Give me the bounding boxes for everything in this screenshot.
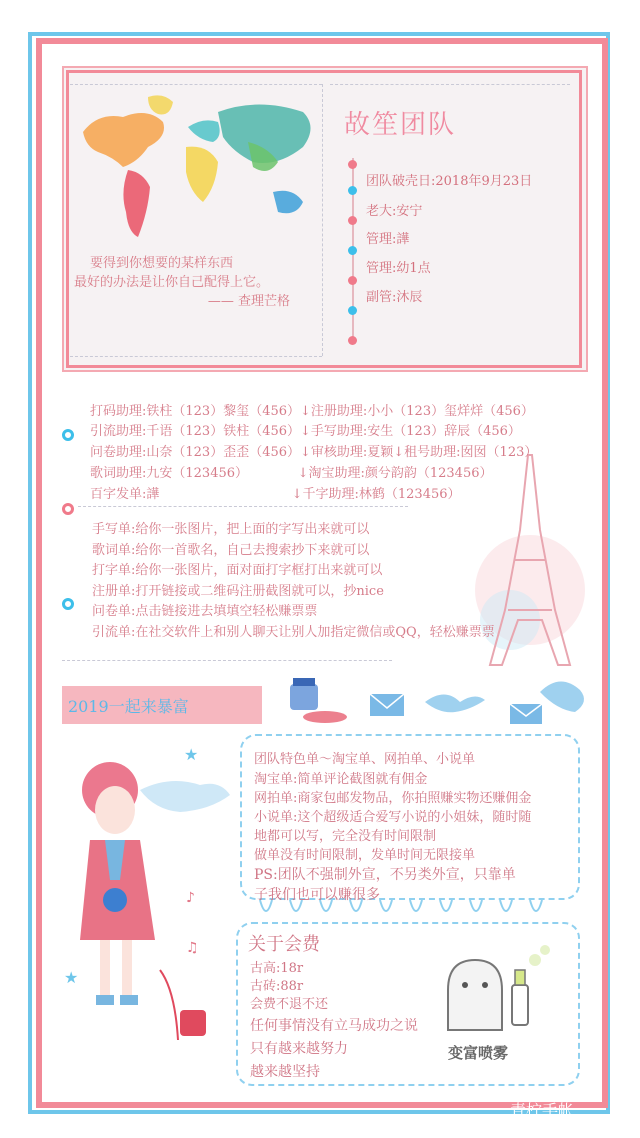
assistant-row: 问卷助理:山奈（123）歪歪（456）↓审核助理:夏颖↓租号助理:囡囡（123） xyxy=(90,445,538,460)
fee-line: 古高:18r xyxy=(250,961,304,976)
timeline-dot xyxy=(348,216,357,225)
star-icon: ★ xyxy=(184,745,199,764)
envelope-icon xyxy=(370,694,404,716)
motto-line: 越来越坚持 xyxy=(250,1064,320,1080)
feature-line: 地都可以写，完全没有时间限制 xyxy=(254,829,437,844)
motto-line: 只有越来越努力 xyxy=(250,1041,348,1057)
fees-heading: 关于会费 xyxy=(248,934,320,955)
task-row: 手写单:给你一张图片，把上面的字写出来就可以 xyxy=(92,522,370,537)
star-icon: ★ xyxy=(64,968,79,987)
quote-line: 最好的办法是让你自己配得上它。 xyxy=(74,275,270,290)
feature-line: PS:团队不强制外宣，不另类外宣，只靠单 xyxy=(254,867,516,883)
feature-line: 团队特色单～淘宝单、网拍单、小说单 xyxy=(254,752,476,767)
divider xyxy=(78,506,408,507)
world-map-illustration xyxy=(78,92,323,242)
decoration-row xyxy=(285,672,595,732)
assistant-row: 百字发单:譁 ↓千字助理:林鹤（123456） xyxy=(90,487,461,502)
timeline-dot xyxy=(348,336,357,345)
bullet-ring xyxy=(62,429,74,441)
ink-bottle-icon xyxy=(290,678,347,723)
fee-line: 古砖:88r xyxy=(250,979,304,994)
feature-line: 网拍单:商家包邮发物品，你拍照赚实物还赚佣金 xyxy=(254,791,532,806)
divider xyxy=(330,84,570,85)
quote-block xyxy=(74,254,324,311)
assistant-row: 打码助理:铁柱（123）黎玺（456）↓注册助理:小小（123）玺烊烊（456） xyxy=(90,404,534,419)
new-year-banner xyxy=(62,686,262,724)
envelope-icon xyxy=(510,704,542,724)
assistant-row: 引流助理:千语（123）铁柱（456）↓手写助理:安生（123）辞辰（456） xyxy=(90,424,521,439)
task-row: 歌词单:给你一首歌名，自己去搜索抄下来就可以 xyxy=(92,543,370,558)
spray-mascot-icon xyxy=(440,940,560,1040)
feature-line: 小说单:这个超级适合爱写小说的小姐妹，随时随 xyxy=(254,810,532,825)
manager: 管理:幼1点 xyxy=(366,261,431,276)
bird-icon xyxy=(425,695,485,713)
deputy-manager: 副管:沐辰 xyxy=(366,290,423,305)
timeline-dot xyxy=(348,246,357,255)
banner-text: 2019一起来暴富 xyxy=(68,697,189,716)
divider xyxy=(70,84,322,85)
mascot-caption: 变富喷雾 xyxy=(448,1044,509,1062)
feature-line: 做单没有时间限制，发单时间无限接单 xyxy=(254,848,476,863)
bullet-ring xyxy=(62,598,74,610)
task-row: 问卷单:点击链接进去填填空轻松赚票票 xyxy=(92,604,318,619)
feature-line: 子我们也可以赚很多 xyxy=(254,887,380,903)
motto-line: 任何事情没有立马成功之说 xyxy=(250,1018,418,1034)
watermark-text: 青柠手帐 xyxy=(510,1101,575,1120)
feature-line: 淘宝单:简单评论截图就有佣金 xyxy=(254,772,428,787)
timeline-dot xyxy=(348,276,357,285)
quote-line: 要得到你想要的某样东西 xyxy=(90,256,234,271)
timeline-dot xyxy=(348,186,357,195)
girl-illustration xyxy=(60,740,240,1080)
leader: 老大:安宁 xyxy=(366,204,423,219)
music-note-icon: ♪ xyxy=(186,890,195,906)
timeline-dot xyxy=(348,306,357,315)
divider xyxy=(70,356,322,357)
bird-icon xyxy=(540,681,584,712)
bullet-ring xyxy=(62,503,74,515)
team-title: 故笙团队 xyxy=(344,110,457,140)
divider xyxy=(62,660,392,661)
fee-line: 会费不退不还 xyxy=(250,997,329,1012)
task-row: 打字单:给你一张图片，面对面打字框打出来就可以 xyxy=(92,563,383,578)
task-row: 引流单:在社交软件上和别人聊天让别人加指定微信或QQ，轻松赚票票 xyxy=(92,625,495,640)
music-note-icon: ♫ xyxy=(186,940,199,956)
quote-author: —— 查理芒格 xyxy=(207,294,290,309)
task-row: 注册单:打开链接或二维码注册截图就可以，抄nice xyxy=(92,584,384,599)
founding-date: 团队破壳日:2018年9月23日 xyxy=(366,174,533,189)
assistant-row: 歌词助理:九安（123456） ↓淘宝助理:颜兮韵韵（123456） xyxy=(90,466,493,481)
timeline-dot xyxy=(348,160,357,169)
manager: 管理:譁 xyxy=(366,232,410,247)
